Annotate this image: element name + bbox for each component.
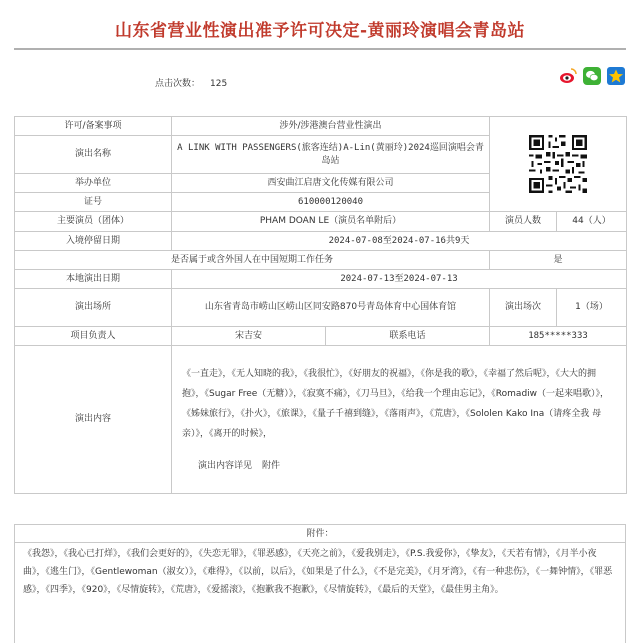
value-performer-count: 44（人） bbox=[557, 212, 627, 232]
label-main-performer: 主要演员（团体） bbox=[15, 212, 172, 232]
label-phone: 联系电话 bbox=[326, 327, 490, 346]
attachment-link[interactable]: 附件 bbox=[262, 460, 281, 471]
label-entry-stay-date: 入境停留日期 bbox=[15, 232, 172, 251]
value-entry-stay-date: 2024-07-08至2024-07-16共9天 bbox=[172, 232, 627, 251]
view-count-value: 125 bbox=[210, 79, 228, 89]
value-project-lead: 宋吉安 bbox=[172, 327, 326, 346]
value-organizer: 西安曲江启唐文化传媒有限公司 bbox=[172, 174, 490, 193]
page-title: 山东省营业性演出准予许可决定-黄丽玲演唱会青岛站 bbox=[114, 21, 526, 41]
value-foreign-work: 是 bbox=[490, 251, 627, 270]
label-project-lead: 项目负责人 bbox=[15, 327, 172, 346]
qzone-icon[interactable] bbox=[607, 67, 625, 85]
weibo-icon[interactable] bbox=[559, 67, 577, 85]
share-bar bbox=[559, 67, 625, 85]
value-show-name: A LINK WITH PASSENGERS(旅客连结)A-Lin(黄丽玲)2024巡回演唱会青岛站 bbox=[172, 136, 490, 174]
title-divider bbox=[14, 48, 626, 50]
show-content-cell bbox=[172, 346, 627, 494]
qr-code-icon bbox=[527, 133, 589, 195]
value-license-type: 涉外/涉港澳台营业性演出 bbox=[172, 117, 490, 136]
label-certificate-no: 证号 bbox=[15, 193, 172, 212]
value-venue: 山东省青岛市崂山区崂山区同安路870号青岛体育中心国体育馆 bbox=[172, 289, 490, 327]
label-foreign-work: 是否属于或含外国人在中国短期工作任务 bbox=[15, 251, 490, 270]
label-organizer: 举办单位 bbox=[15, 174, 172, 193]
label-venue: 演出场所 bbox=[15, 289, 172, 327]
view-counter bbox=[155, 76, 227, 89]
value-certificate-no: 610000120040 bbox=[172, 193, 490, 212]
license-table bbox=[14, 116, 627, 494]
label-performer-count: 演员人数 bbox=[490, 212, 557, 232]
show-content-text: 《一直走》，《无人知晓的我》，《我很忙》，《好朋友的祝福》，《你是我的歌》，《幸福了然后呢》，《大大的拥抱》，《Sugar Free（无糖）》，《寂寞不痛》，《刀马旦》，《给我一个理由忘记》，《Romadiw（一起来唱歌）》，《姊妹旅行》，《扑火》，《旅课》，《量子千禧到缝》，《落雨声》，《荒唐》，《Sololen Kako Ina（请疼全我 母亲）》，《离开的时候》， bbox=[182, 368, 610, 439]
value-local-show-date: 2024-07-13至2024-07-13 bbox=[172, 270, 627, 289]
label-show-content: 演出内容 bbox=[15, 346, 172, 494]
value-main-performer: PHAM DOAN LE（演员名单附后） bbox=[172, 212, 490, 232]
label-license-type: 许可/备案事项 bbox=[15, 117, 172, 136]
label-local-show-date: 本地演出日期 bbox=[15, 270, 172, 289]
wechat-icon[interactable] bbox=[583, 67, 601, 85]
detail-label: 演出内容详见 bbox=[198, 460, 253, 471]
attachment-section bbox=[14, 524, 626, 643]
value-show-count: 1（场） bbox=[557, 289, 627, 327]
view-count-label: 点击次数： bbox=[155, 79, 201, 89]
label-show-count: 演出场次 bbox=[490, 289, 557, 327]
value-phone: 185*****333 bbox=[490, 327, 627, 346]
qr-cell bbox=[490, 117, 627, 212]
attachment-header: 附件： bbox=[15, 525, 625, 543]
attachment-text: 《我怨》，《我心已打烊》，《我们会更好的》，《失恋无罪》，《罪恶感》，《天亮之前》，《爱我别走》，《P.S.我爱你》，《挚友》，《天若有情》，《月半小夜曲》，《逃生门》，《Gentlewoman（淑女）》，《难得》，《以前，以后》，《如果是了什么》，《不是完美》，《月牙湾》，《有一种悲伤》，《一舞钟情》，《罪恶感》，《四季》，《920》，《尽情旋转》，《荒唐》，《爱摇滚》，《抱歉我不抱歉》，《尽情旋转》，《最后的天堂》，《最佳男主角》。 bbox=[23, 549, 613, 595]
content-detail-line bbox=[182, 456, 616, 476]
label-show-name: 演出名称 bbox=[15, 136, 172, 174]
